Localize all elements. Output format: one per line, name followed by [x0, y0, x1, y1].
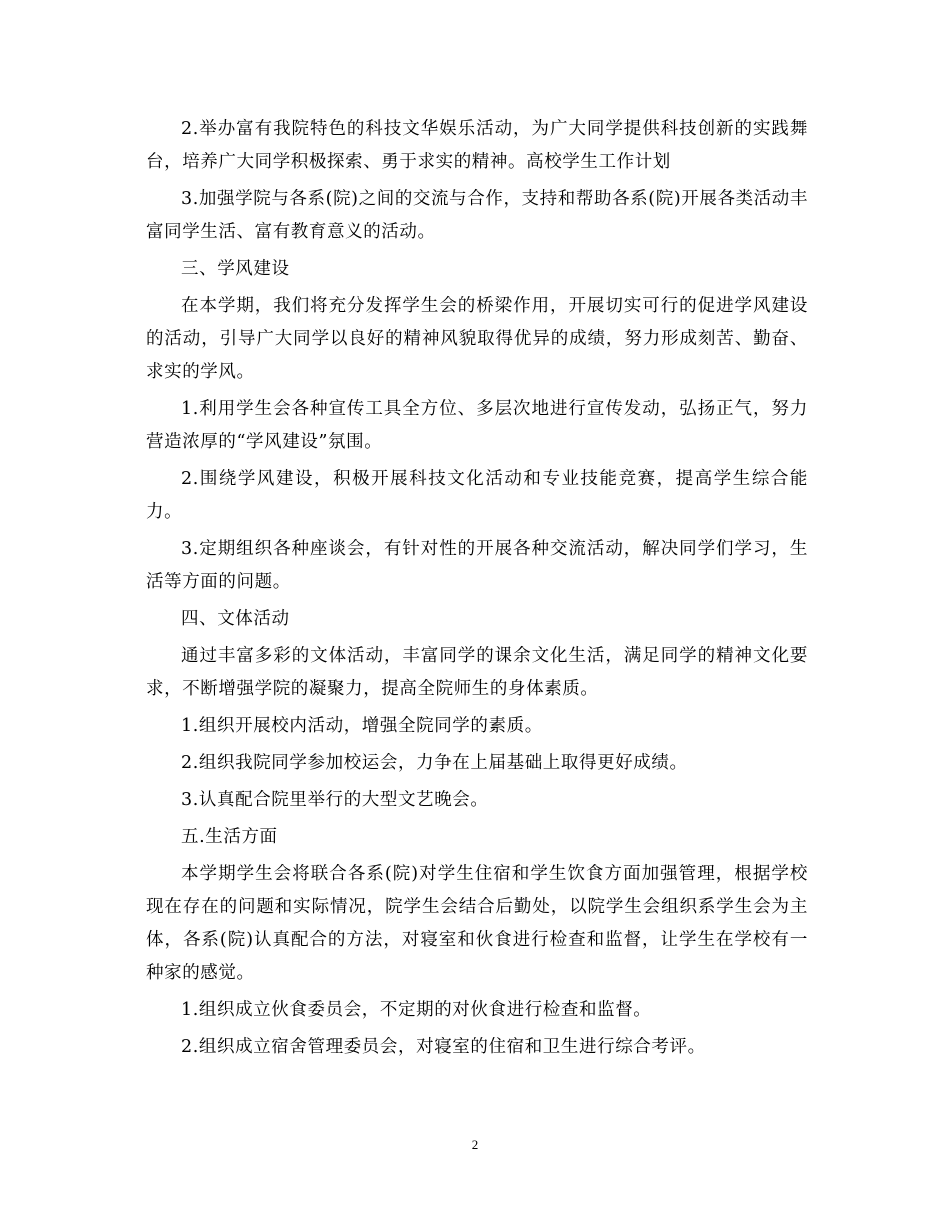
paragraph-sports-1: 1.组织开展校内活动，增强全院同学的素质。 [181, 716, 543, 736]
section-heading-sports-culture: 四、文体活动 [181, 609, 290, 629]
paragraph-living-intro: 本学期学生会将联合各系(院)对学生住宿和学生饮食方面加强管理，根据学校现在存在的问题和实际情况，院学生会结合后勤处，以院学生会组织系学生会为主体，各系(院)认真配合的方法，对寝室和伙食进行检查和监督，让学生在学校有一种家的感觉。 [146, 864, 808, 983]
paragraph-activities-3: 3.加强学院与各系(院)之间的交流与合作，支持和帮助各系(院)开展各类活动丰富同学生活、富有教育意义的活动。 [146, 189, 808, 242]
paragraph-study-style-3: 3.定期组织各种座谈会，有针对性的开展各种交流活动，解决同学们学习，生活等方面的问题。 [146, 539, 808, 592]
page-number: 2 [471, 1137, 479, 1152]
paragraph-living-1: 1.组织成立伙食委员会，不定期的对伙食进行检查和监督。 [181, 1000, 652, 1020]
paragraph-study-style-2: 2.围绕学风建设，积极开展科技文化活动和专业技能竞赛，提高学生综合能力。 [146, 469, 808, 522]
document-body [146, 113, 808, 1068]
section-heading-living: 五.生活方面 [181, 827, 278, 847]
paragraph-study-style-1: 1.利用学生会各种宣传工具全方位、多层次地进行宣传发动，弘扬正气，努力营造浓厚的“学风建设”氛围。 [146, 399, 808, 452]
section-heading-study-style: 三、学风建设 [181, 259, 290, 279]
paragraph-sports-3: 3.认真配合院里举行的大型文艺晚会。 [181, 790, 489, 810]
paragraph-living-2: 2.组织成立宿舍管理委员会，对寝室的住宿和卫生进行综合考评。 [181, 1037, 706, 1057]
paragraph-study-style-intro: 在本学期，我们将充分发挥学生会的桥梁作用，开展切实可行的促进学风建设的活动，引导广大同学以良好的精神风貌取得优异的成绩，努力形成刻苦、勤奋、求实的学风。 [146, 296, 808, 382]
paragraph-activities-2: 2.举办富有我院特色的科技文华娱乐活动，为广大同学提供科技创新的实践舞台，培养广大同学积极探索、勇于求实的精神。高校学生工作计划 [146, 119, 808, 172]
paragraph-sports-intro: 通过丰富多彩的文体活动，丰富同学的课余文化生活，满足同学的精神文化要求，不断增强学院的凝聚力，提高全院师生的身体素质。 [146, 646, 808, 699]
paragraph-sports-2: 2.组织我院同学参加校运会，力争在上届基础上取得更好成绩。 [181, 753, 688, 773]
